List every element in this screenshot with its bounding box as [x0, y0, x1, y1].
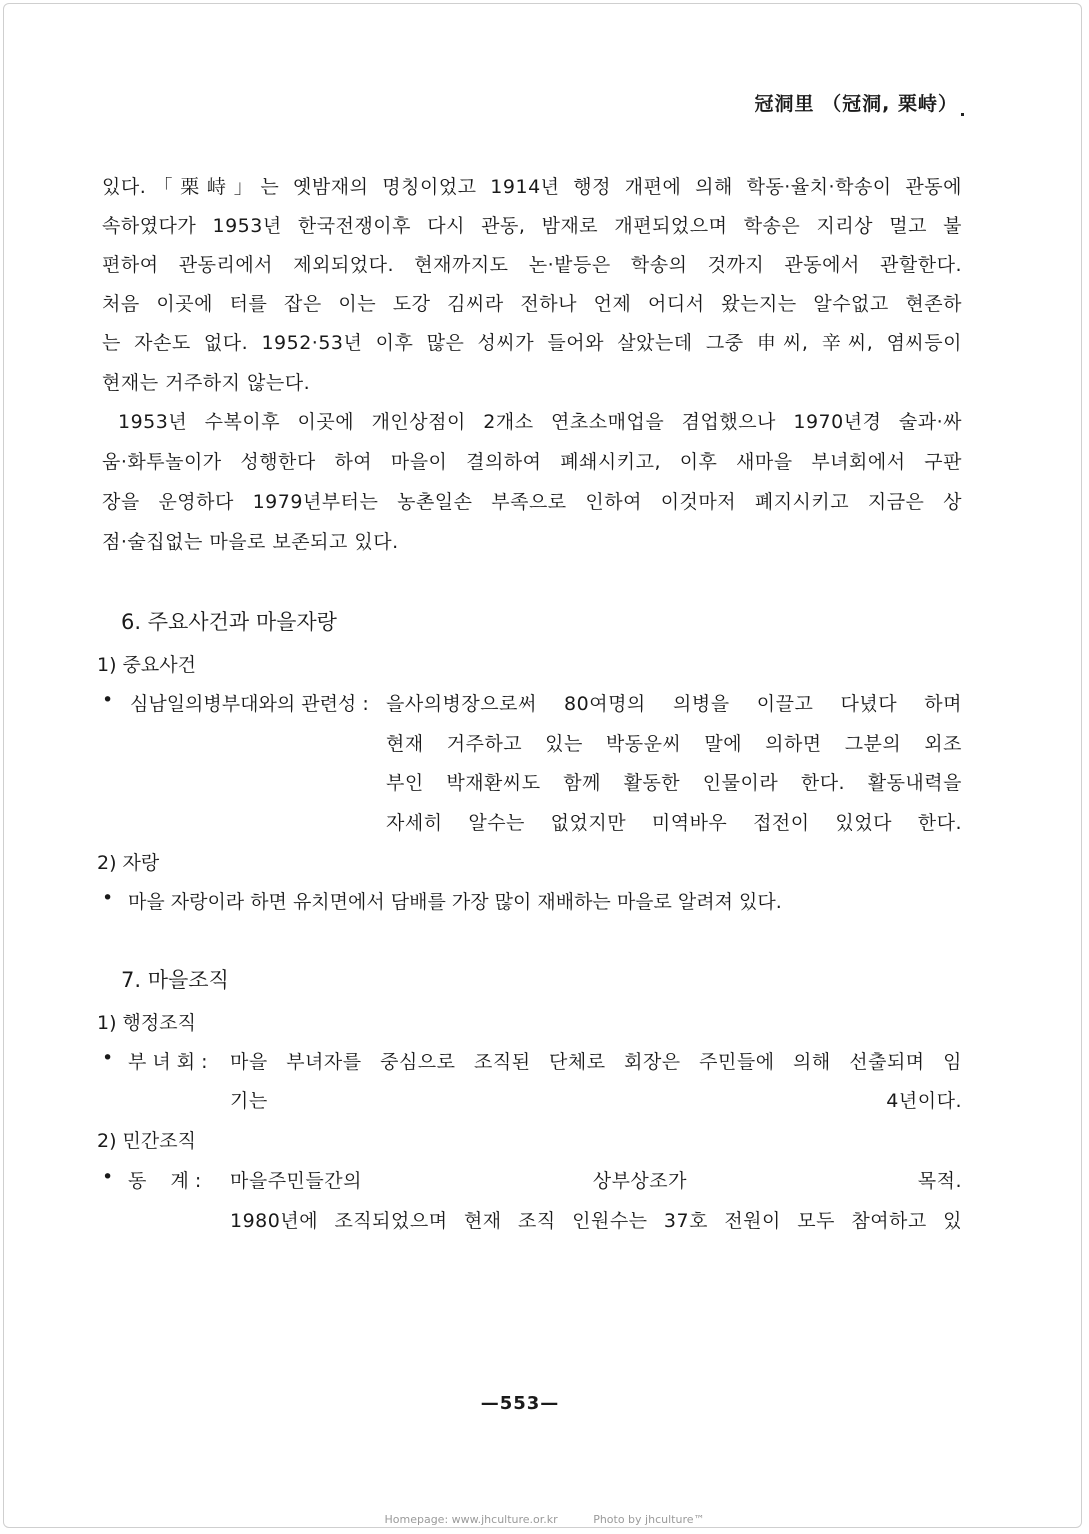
item-line: 기는 4년이다.: [230, 1090, 962, 1112]
body-line: 는 자손도 없다. 1952·53년 이후 많은 성씨가 들어와 살았는데 그중 申씨, 辛씨, 염씨등이: [102, 332, 962, 354]
header-title: 冠洞里 （冠洞, 栗峙）: [754, 93, 958, 115]
item-line: 을사의병장으로써 80여명의 의병을 이끌고 다녔다 하며: [386, 693, 962, 715]
item-line: 현재 거주하고 있는 박동운씨 말에 의하면 그분의 외조: [386, 733, 962, 755]
item-label: 동 계 :: [128, 1170, 202, 1192]
page-header: [755, 89, 958, 116]
footer-homepage: Homepage: www.jhculture.or.kr: [384, 1513, 558, 1526]
item-line: 1980년에 조직되었으며 현재 조직 인원수는 37호 전원이 모두 참여하고 있: [230, 1210, 962, 1232]
body-line: 있다.「栗峙」는 옛밤재의 명칭이었고 1914년 행정 개편에 의해 학동·율치·학송이 관동에: [102, 176, 962, 198]
page-number: —553—: [480, 1393, 560, 1414]
bullet-icon: •: [102, 887, 114, 909]
bullet-icon: •: [102, 1166, 114, 1188]
item-label: 심남일의병부대와의 관련성 :: [130, 693, 369, 715]
item-label: 부 녀 회 :: [128, 1051, 208, 1073]
item-line: 마을주민들간의 상부상조가 목적.: [230, 1170, 962, 1192]
section-7-sub-1: 1) 행정조직: [97, 1012, 196, 1034]
item-line: 마을 부녀자를 중심으로 조직된 단체로 회장은 주민들에 의해 선출되며 임: [230, 1051, 962, 1073]
section-7-title: 7. 마을조직: [121, 968, 229, 992]
body-line: 편하여 관동리에서 제외되었다. 현재까지도 논·밭등은 학송의 것까지 관동에서 관할한다.: [102, 254, 962, 276]
body-line: 움·화투놀이가 성행한다 하여 마을이 결의하여 폐쇄시키고, 이후 새마을 부녀회에서 구판: [102, 451, 962, 473]
body-line: 장을 운영하다 1979년부터는 농촌일손 부족으로 인하여 이것마저 폐지시키고 지금은 상: [102, 491, 962, 513]
body-line: 처음 이곳에 터를 잡은 이는 도강 김씨라 전하나 언제 어디서 왔는지는 알수없고 현존하: [102, 293, 962, 315]
footer-photo-credit: Photo by jhculture™: [593, 1513, 705, 1526]
section-6-title: 6. 주요사건과 마을자랑: [121, 610, 337, 634]
item-text: 마을 자랑이라 하면 유치면에서 담배를 가장 많이 재배하는 마을로 알려져 있다.: [128, 891, 782, 913]
bullet-icon: •: [102, 1047, 114, 1069]
footer: [0, 1513, 1089, 1526]
bullet-icon: •: [102, 689, 114, 711]
body-line: 속하였다가 1953년 한국전쟁이후 다시 관동, 밤재로 개편되었으며 학송은 지리상 멀고 불: [102, 215, 962, 237]
item-line: 자세히 알수는 없었지만 미역바우 접전이 있었다 한다.: [386, 812, 962, 834]
section-7-sub-2: 2) 민간조직: [97, 1130, 196, 1152]
body-line: 1953년 수복이후 이곳에 개인상점이 2개소 연초소매업을 겸업했으나 1970년경 술과·싸: [118, 411, 962, 433]
body-line: 현재는 거주하지 않는다.: [102, 372, 311, 394]
item-line: 부인 박재환씨도 함께 활동한 인물이라 한다. 활동내력을: [386, 772, 962, 794]
section-6-sub-2: 2) 자랑: [97, 852, 160, 874]
header-dot: [961, 113, 964, 116]
body-line: 점·술집없는 마을로 보존되고 있다.: [102, 531, 399, 553]
section-6-sub-1: 1) 중요사건: [97, 654, 196, 676]
